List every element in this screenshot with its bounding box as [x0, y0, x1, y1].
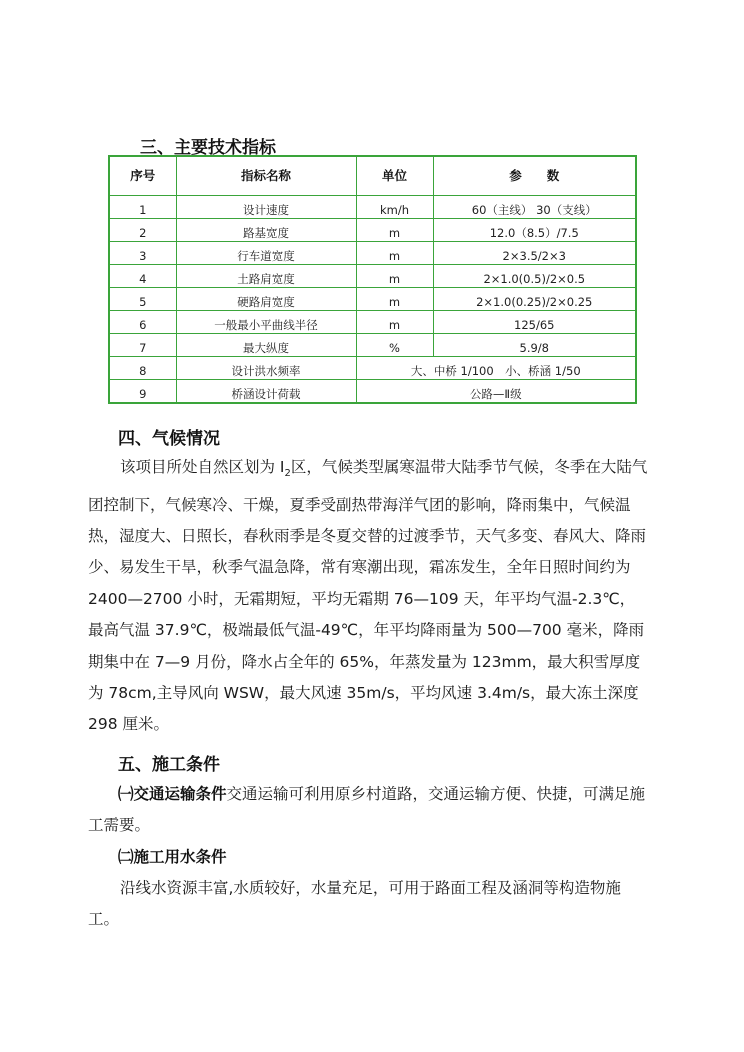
climate-text-post: 区，气候类型属寒温带大陆季节气候，冬季在大陆气团控制下，气候寒冷、干燥，夏季受副热带海洋气团的影响，降雨集中，气候温热，湿度大、日照长，春秋雨季是冬夏交替的过渡季节，天气多变、春风大、降雨少、易发生干旱，秋季气温急降，常有寒潮出现，霜冻发生，全年日照时间约为 2400—2700 小时，无霜期短，平均无霜期 76—109 天，年平均气温-2.3℃，最高气温 37.9℃，极端最低气温-49℃，年平均降雨量为 500—700 毫米，降雨期集中在 7—9 月份，降水占全年的 65%，年蒸发量为 123mm，最大积雪厚度为 78cm,主导风向 WSW，最大风速 35m/s，平均风速 3.4m/s，最大冻土深度 298 厘米。: [88, 458, 648, 734]
cell-merged-value: 大、中桥 1/100 小、桥涵 1/50: [356, 357, 636, 380]
cell-unit: %: [356, 334, 433, 357]
cell-no: 5: [109, 288, 176, 311]
cell-no: 1: [109, 196, 176, 219]
cell-unit: km/h: [356, 196, 433, 219]
cell-name: 一般最小平曲线半径: [176, 311, 356, 334]
climate-text-sub: 2: [284, 468, 291, 480]
cell-no: 9: [109, 380, 176, 404]
cell-name: 行车道宽度: [176, 242, 356, 265]
cell-value: 12.0（8.5）/7.5: [433, 219, 636, 242]
cell-value: 60（主线） 30（支线）: [433, 196, 636, 219]
cell-unit: m: [356, 219, 433, 242]
section-title-climate: 四、气候情况: [118, 429, 220, 449]
table-row: [109, 288, 636, 311]
table-row: [109, 242, 636, 265]
header-no: 序号: [109, 156, 176, 196]
table-row: [109, 357, 636, 380]
cell-unit: m: [356, 265, 433, 288]
cell-no: 6: [109, 311, 176, 334]
table-row: [109, 380, 636, 404]
cell-name: 土路肩宽度: [176, 265, 356, 288]
cell-name: 设计洪水频率: [176, 357, 356, 380]
header-value: 参 数: [433, 156, 636, 196]
section-title-construction-conditions: 五、施工条件: [118, 755, 220, 775]
water-heading: [118, 842, 227, 873]
cell-unit: m: [356, 311, 433, 334]
cell-no: 8: [109, 357, 176, 380]
cell-name: 设计速度: [176, 196, 356, 219]
water-paragraph: [88, 873, 648, 936]
table-row: [109, 334, 636, 357]
cell-no: 7: [109, 334, 176, 357]
cell-value: 5.9/8: [433, 334, 636, 357]
table-row: [109, 196, 636, 219]
cell-no: 4: [109, 265, 176, 288]
section-title-tech-indicators: 三、主要技术指标: [140, 138, 276, 158]
cell-unit: m: [356, 288, 433, 311]
cell-name: 硬路肩宽度: [176, 288, 356, 311]
cell-name: 路基宽度: [176, 219, 356, 242]
transport-heading: ㈠交通运输条件: [118, 785, 227, 803]
cell-name: 最大纵度: [176, 334, 356, 357]
header-name: 指标名称: [176, 156, 356, 196]
cell-unit: m: [356, 242, 433, 265]
table-row: [109, 219, 636, 242]
cell-no: 2: [109, 219, 176, 242]
cell-value: 2×3.5/2×3: [433, 242, 636, 265]
cell-value: 2×1.0(0.25)/2×0.25: [433, 288, 636, 311]
header-unit: 单位: [356, 156, 433, 196]
cell-value: 2×1.0(0.5)/2×0.5: [433, 265, 636, 288]
cell-merged-value: 公路—Ⅱ级: [356, 380, 636, 404]
table-row: [109, 265, 636, 288]
transport-text: 交通运输可利用原乡村道路，交通运输方便、快捷，可满足施工需要。: [88, 785, 646, 835]
tech-indicators-table: [108, 155, 637, 404]
climate-paragraph: [88, 452, 648, 741]
transport-paragraph: [88, 779, 648, 842]
water-heading-text: ㈡施工用水条件: [118, 848, 227, 866]
climate-text-pre: 该项目所处自然区划为 I: [120, 458, 285, 476]
cell-no: 3: [109, 242, 176, 265]
table-row: [109, 311, 636, 334]
cell-value: 125/65: [433, 311, 636, 334]
table-header-row: [109, 156, 636, 196]
water-text: 沿线水资源丰富,水质较好，水量充足，可用于路面工程及涵洞等构造物施工。: [88, 879, 621, 929]
cell-name: 桥涵设计荷载: [176, 380, 356, 404]
